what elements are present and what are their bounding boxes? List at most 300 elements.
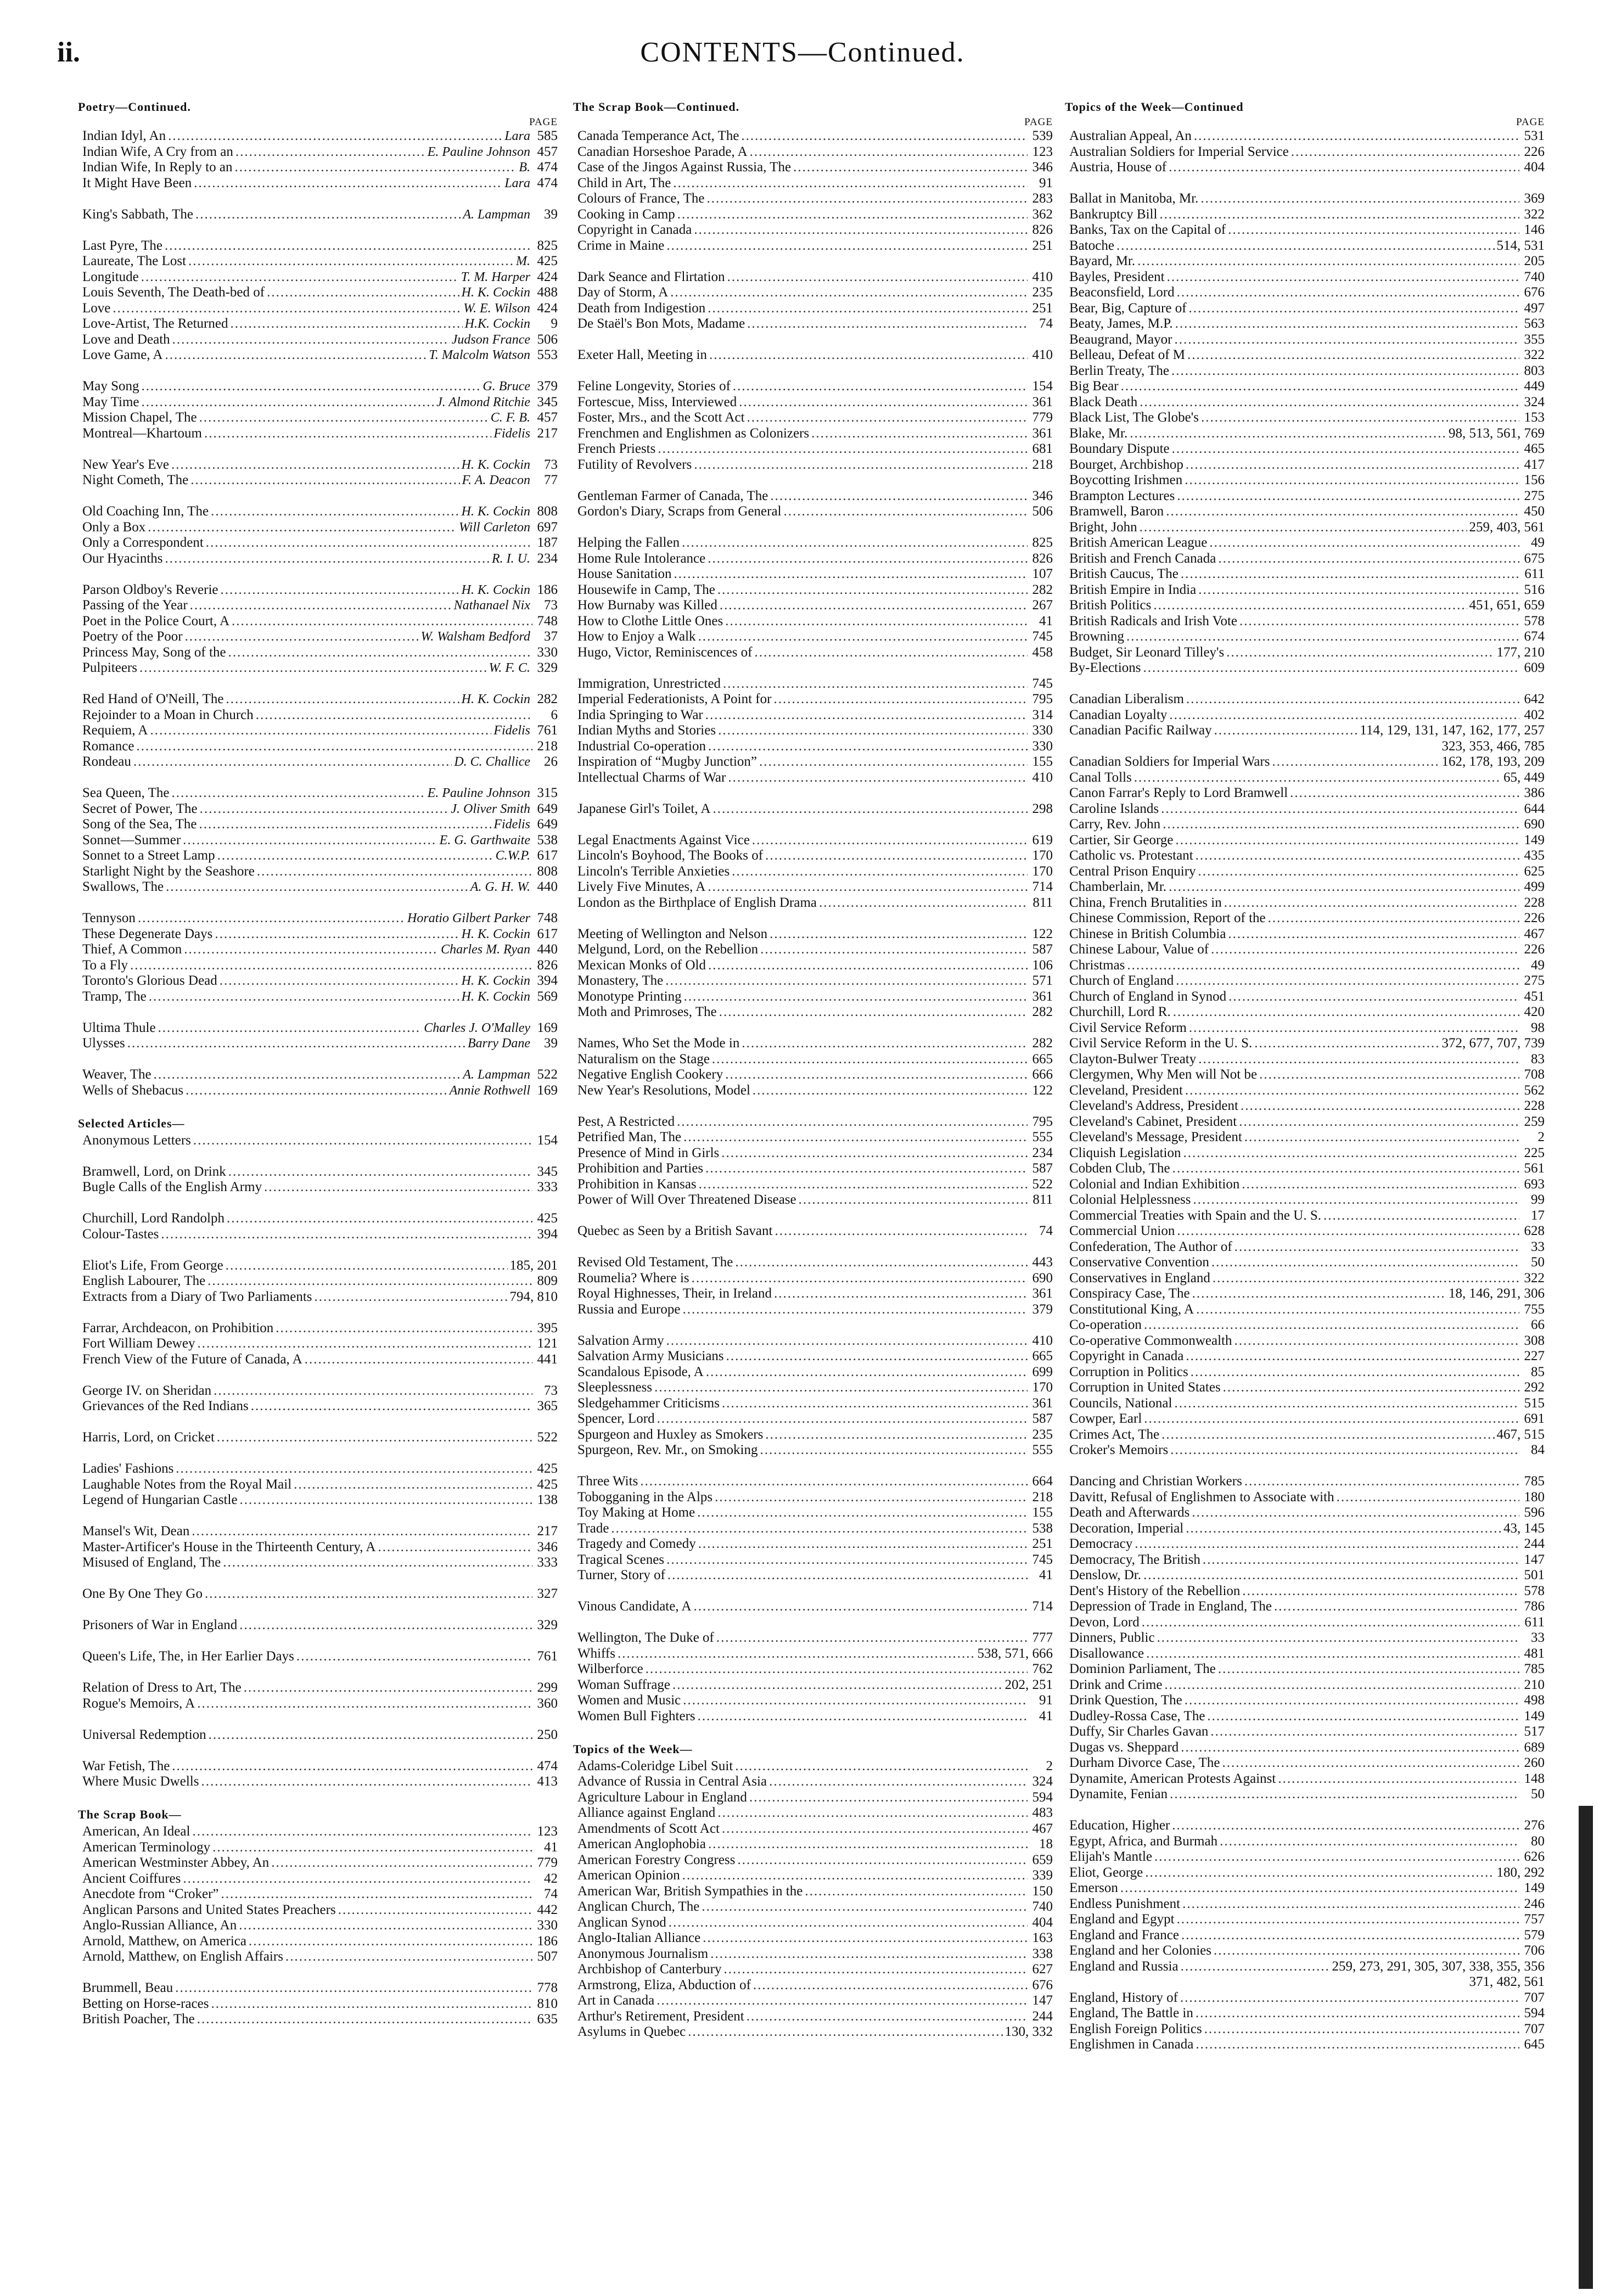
dot-leader	[715, 1490, 1028, 1506]
entry-page: 2	[1537, 1130, 1545, 1144]
dot-leader	[1239, 614, 1519, 630]
index-entry	[82, 1164, 558, 1180]
index-entry	[1069, 1615, 1545, 1631]
entry-page: 748	[537, 911, 558, 925]
entry-page: 578	[1524, 613, 1545, 628]
entry-author: Charles M. Ryan	[441, 942, 530, 957]
dot-leader	[1170, 1442, 1519, 1458]
entry-title: Adams-Coleridge Libel Suit	[577, 1758, 733, 1773]
index-entry	[577, 629, 1053, 645]
entry-page: 85	[1531, 1364, 1545, 1379]
dot-leader	[221, 582, 459, 598]
entry-page: 156	[1524, 473, 1545, 487]
entry-title: Case of the Jingos Against Russia, The	[577, 160, 792, 175]
index-entry	[1069, 1661, 1545, 1677]
dot-leader	[1272, 754, 1439, 770]
entry-title: Helping the Fallen	[577, 535, 680, 550]
dot-leader	[732, 864, 1028, 880]
index-entry	[577, 895, 1053, 911]
dot-leader	[176, 1461, 532, 1477]
entry-title: Bourget, Archbishop	[1069, 457, 1183, 472]
entry-title: Toy Making at Home	[577, 1505, 695, 1520]
entry-page: 217	[537, 425, 558, 441]
entry-page: 146	[1524, 222, 1545, 237]
dot-leader	[141, 270, 459, 285]
entry-title: Denslow, Dr.	[1069, 1568, 1142, 1582]
index-entry	[1069, 1630, 1545, 1646]
dot-leader	[1186, 692, 1519, 708]
index-entry	[577, 1630, 1053, 1646]
index-entry	[1069, 395, 1545, 411]
entry-page: 690	[1032, 1270, 1053, 1285]
entry-title: Decoration, Imperial	[1069, 1520, 1184, 1536]
entry-page: 522	[1032, 1176, 1053, 1192]
dot-leader	[739, 395, 1028, 411]
entry-page: 259, 273, 291, 305, 307, 338, 355, 356	[1332, 1958, 1545, 1974]
entry-page: 283	[1032, 191, 1053, 206]
dot-leader	[1211, 942, 1519, 958]
entry-page: 130, 332	[1004, 2024, 1053, 2039]
dot-leader	[1196, 2006, 1519, 2022]
index-entry	[577, 347, 1053, 363]
index-entry	[1069, 332, 1545, 348]
index-entry	[1069, 473, 1545, 489]
entry-title: Colonial Helplessness	[1069, 1192, 1191, 1207]
entry-title: Bright, John	[1069, 519, 1137, 535]
index-entry	[1069, 1943, 1545, 1959]
entry-page: 785	[1524, 1474, 1545, 1489]
entry-title: Futility of Revolvers	[577, 457, 692, 472]
index-entry	[1069, 1693, 1545, 1709]
entry-title: Hugo, Victor, Reminiscences of	[577, 644, 753, 660]
index-entry	[82, 254, 558, 270]
dot-leader	[256, 708, 532, 723]
entry-title: Conspiracy Case, The	[1069, 1286, 1190, 1301]
index-entry	[1069, 1161, 1545, 1177]
index-entry	[577, 316, 1053, 332]
entry-page: 561	[1524, 1161, 1545, 1176]
index-entry	[82, 379, 558, 395]
dot-leader	[705, 1161, 1028, 1177]
dot-leader	[1180, 1990, 1519, 2006]
entry-title: Dent's History of the Rebellion	[1069, 1583, 1241, 1598]
entry-title: These Degenerate Days	[82, 926, 213, 941]
entry-title: Longitude	[82, 269, 139, 284]
entry-title: Cleveland, President	[1069, 1082, 1183, 1098]
entry-author: R. I. U.	[492, 551, 530, 566]
entry-page: 443	[1032, 1255, 1053, 1270]
dot-leader	[185, 629, 419, 645]
index-entry	[1069, 363, 1545, 379]
entry-page: 587	[1032, 1161, 1053, 1176]
entry-page: 299	[537, 1680, 558, 1695]
entry-page: 538	[1032, 1520, 1053, 1536]
index-entry	[82, 1211, 558, 1227]
dot-leader	[1177, 489, 1519, 504]
entry-title: Cowper, Earl	[1069, 1411, 1142, 1426]
index-entry	[1069, 1552, 1545, 1568]
entry-title: Colours of France, The	[577, 191, 705, 206]
dot-leader	[719, 1004, 1028, 1020]
dot-leader	[228, 645, 532, 661]
entry-page: 346	[1032, 160, 1053, 175]
entry-page: 17	[1531, 1208, 1545, 1223]
entry-page: 467	[1032, 1821, 1053, 1836]
dot-leader	[232, 614, 532, 630]
entry-page: 345	[537, 1164, 558, 1179]
index-entry	[82, 723, 558, 739]
dot-leader	[682, 535, 1028, 551]
dot-leader	[1163, 817, 1519, 833]
dot-leader	[192, 1524, 532, 1540]
dot-leader	[697, 1505, 1028, 1521]
dot-leader	[735, 1759, 1028, 1775]
entry-title: Ballat in Manitoba, Mr.	[1069, 191, 1199, 206]
entry-title: House Sanitation	[577, 566, 672, 581]
index-entry	[82, 1774, 558, 1790]
entry-title: Last Pyre, The	[82, 238, 163, 253]
dot-leader	[1241, 1098, 1519, 1114]
entry-title: Roumelia? Where is	[577, 1270, 689, 1285]
entry-title: Clergymen, Why Men will Not be	[1069, 1067, 1258, 1082]
index-entry	[1069, 238, 1545, 254]
entry-title: Agriculture Labour in England	[577, 1789, 747, 1805]
index-entry	[1069, 1771, 1545, 1787]
index-entry	[1069, 1568, 1545, 1584]
entry-title: Prisoners of War in England	[82, 1618, 238, 1632]
entry-title: Democracy, The British	[1069, 1552, 1200, 1567]
entry-page: 609	[1524, 660, 1545, 675]
index-entry	[1069, 1098, 1545, 1114]
dot-leader	[737, 1852, 1028, 1868]
index-entry	[82, 535, 558, 551]
entry-title: Durham Divorce Case, The	[1069, 1755, 1220, 1770]
dot-leader	[1196, 1302, 1519, 1318]
dot-leader	[708, 958, 1028, 974]
entry-page: 386	[1524, 785, 1545, 800]
entry-title: New Year's Eve	[82, 457, 169, 472]
index-entry	[1069, 489, 1545, 504]
entry-title: Beaconsfield, Lord	[1069, 285, 1175, 300]
index-entry	[577, 566, 1053, 582]
entry-page: 282	[1032, 582, 1053, 597]
entry-title: Gordon's Diary, Scraps from General	[577, 504, 782, 519]
entry-page: 538	[537, 832, 558, 847]
page-header	[57, 36, 1548, 75]
dot-leader	[618, 1646, 975, 1662]
dot-leader	[721, 1146, 1028, 1161]
entry-author: G. Bruce	[482, 379, 530, 394]
entry-page: 251	[1032, 300, 1053, 316]
entry-title: Budget, Sir Leonard Tilley's	[1069, 644, 1225, 660]
index-entry	[577, 1067, 1053, 1083]
index-entry	[577, 1333, 1053, 1349]
dot-leader	[264, 1180, 532, 1195]
entry-title: Monastery, The	[577, 973, 664, 988]
dot-leader	[677, 1114, 1028, 1130]
dot-leader	[805, 1884, 1028, 1900]
entry-title: American, An Ideal	[82, 1824, 190, 1839]
entry-title: Old Coaching Inn, The	[82, 504, 209, 519]
index-entry	[1069, 2022, 1545, 2037]
entry-author: A. G. H. W.	[470, 880, 530, 894]
entry-title: Sonnet to a Street Lamp	[82, 848, 215, 863]
entry-title: Spencer, Lord	[577, 1411, 655, 1426]
entry-page: 33	[1531, 1239, 1545, 1254]
entry-author: F. A. Deacon	[462, 473, 530, 487]
entry-title: Dugas vs. Sheppard	[1069, 1739, 1179, 1755]
dot-leader	[747, 316, 1028, 332]
entry-page: 259	[1524, 1114, 1545, 1129]
entry-page: 755	[1524, 1301, 1545, 1317]
dot-leader	[698, 1536, 1028, 1552]
index-entry	[1069, 379, 1545, 395]
index-entry	[1069, 1130, 1545, 1146]
dot-leader	[760, 942, 1028, 958]
entry-page: 18, 146, 291, 306	[1449, 1286, 1545, 1301]
dot-leader	[765, 848, 1028, 864]
entry-page: 372, 677, 707, 739	[1441, 1036, 1545, 1051]
dot-leader	[1242, 1584, 1519, 1599]
entry-page: 538, 571, 666	[977, 1646, 1053, 1661]
section-heading: Poetry—Continued.	[78, 100, 191, 114]
entry-title: Blake, Mr.	[1069, 425, 1128, 441]
entry-title: Women Bull Fighters	[577, 1708, 695, 1724]
entry-title: Montreal—Khartoum	[82, 425, 203, 441]
dot-leader	[1194, 128, 1519, 144]
entry-title: Australian Soldiers for Imperial Service	[1069, 144, 1289, 159]
dot-leader	[197, 2012, 532, 2028]
dot-leader	[190, 598, 452, 614]
index-entry	[82, 927, 558, 942]
index-entry	[1069, 1505, 1545, 1521]
entry-title: Canadian Soldiers for Imperial Wars	[1069, 754, 1270, 769]
dot-leader	[172, 785, 425, 801]
index-entry	[1069, 1880, 1545, 1896]
entry-title: China, French Brutalities in	[1069, 895, 1222, 910]
index-entry	[577, 2009, 1053, 2025]
entry-title: Cobden Club, The	[1069, 1161, 1170, 1176]
entry-page: 361	[1032, 989, 1053, 1004]
entry-page: 761	[537, 723, 558, 738]
dot-leader	[1175, 316, 1519, 332]
dot-leader	[654, 1380, 1028, 1396]
entry-title: Canon Farrar's Reply to Lord Bramwell	[1069, 785, 1288, 800]
dot-leader	[1220, 1834, 1519, 1850]
index-entry	[1069, 848, 1545, 864]
entry-title: Passing of the Year	[82, 598, 188, 613]
index-entry	[82, 1540, 558, 1556]
entry-title: Requiem, A	[82, 723, 148, 738]
entry-page: 346	[537, 1539, 558, 1554]
entry-page: 531	[1524, 128, 1545, 143]
index-entry	[577, 1223, 1053, 1239]
entry-title: Rogue's Memoirs, A	[82, 1696, 195, 1711]
index-entry	[577, 1365, 1053, 1380]
entry-title: Laughable Notes from the Royal Mail	[82, 1477, 292, 1492]
entry-page: 707	[1524, 1990, 1545, 2005]
index-entry	[1069, 723, 1545, 739]
entry-page: 379	[537, 379, 558, 394]
entry-title: Boycotting Irishmen	[1069, 473, 1183, 487]
entry-title: Swallows, The	[82, 879, 164, 894]
entry-page: 664	[1032, 1474, 1053, 1489]
entry-title: Monotype Printing	[577, 989, 682, 1004]
index-entry	[1069, 1020, 1545, 1036]
dot-leader	[770, 927, 1028, 942]
dot-leader	[1135, 1536, 1519, 1552]
entry-page: 227	[1524, 1349, 1545, 1363]
dot-leader	[228, 1164, 532, 1180]
entry-title: Fort William Dewey	[82, 1336, 195, 1351]
entry-title: Banks, Tax on the Capital of	[1069, 222, 1226, 237]
entry-title: English Labourer, The	[82, 1273, 206, 1288]
entry-page: 587	[1032, 1411, 1053, 1426]
dot-leader	[733, 379, 1028, 395]
entry-page: 235	[1032, 1427, 1053, 1442]
index-entry	[82, 1020, 558, 1036]
index-entry	[577, 1161, 1053, 1177]
page-column-label: PAGE	[1024, 116, 1053, 128]
entry-page: 571	[1032, 973, 1053, 988]
index-entry	[577, 989, 1053, 1005]
dot-leader	[753, 1083, 1028, 1099]
entry-title: Big Bear	[1069, 379, 1119, 394]
entry-page: 645	[1524, 2037, 1545, 2052]
entry-title: American Terminology	[82, 1839, 211, 1855]
index-entry	[577, 504, 1053, 520]
index-entry	[82, 426, 558, 442]
entry-page: 424	[537, 269, 558, 284]
entry-page: 6	[551, 707, 558, 722]
entry-page: 362	[1032, 206, 1053, 222]
index-entry	[577, 1821, 1053, 1837]
entry-title: Civil Service Reform in the U. S.	[1069, 1036, 1253, 1051]
dot-leader	[1186, 457, 1519, 473]
entry-page: 123	[1032, 144, 1053, 159]
entry-page: 435	[1524, 848, 1545, 863]
entry-author: E. Pauline Johnson	[427, 786, 530, 800]
index-entry	[82, 1902, 558, 1918]
entry-title: Revised Old Testament, The	[577, 1255, 733, 1270]
dot-leader	[708, 739, 1028, 755]
entry-title: Tramp, The	[82, 989, 147, 1004]
index-entry	[577, 270, 1053, 285]
entry-title: Bugle Calls of the English Army	[82, 1180, 262, 1194]
dot-leader	[141, 379, 480, 395]
entry-page: 339	[1032, 1868, 1053, 1883]
entry-title: Laureate, The Lost	[82, 254, 187, 268]
index-entry	[82, 1352, 558, 1368]
dot-leader	[1181, 1928, 1519, 1944]
dot-leader	[1291, 144, 1519, 160]
entry-page: 84	[1531, 1442, 1545, 1457]
dot-leader	[204, 426, 491, 442]
index-entry	[1069, 629, 1545, 645]
dot-leader	[257, 864, 532, 880]
index-entry	[82, 660, 558, 676]
dot-leader	[1228, 222, 1519, 238]
entry-title: French Priests	[577, 441, 656, 456]
entry-title: England and her Colonies	[1069, 1943, 1211, 1958]
dot-leader	[682, 1302, 1028, 1318]
index-entry	[577, 489, 1053, 504]
index-entry	[1069, 864, 1545, 880]
index-entry	[577, 1380, 1053, 1396]
index-entry	[82, 1430, 558, 1446]
entry-author: H. K. Cockin	[461, 692, 530, 706]
entry-page: 169	[537, 1020, 558, 1035]
entry-author: M.	[516, 254, 530, 268]
dot-leader	[142, 395, 435, 411]
dot-leader	[166, 879, 468, 895]
entry-title: Wells of Shebacus	[82, 1082, 184, 1098]
index-entry	[1069, 1521, 1545, 1537]
index-entry	[577, 1915, 1053, 1931]
entry-title: Duffy, Sir Charles Gavan	[1069, 1724, 1209, 1739]
entry-author: Lara	[504, 176, 530, 190]
entry-title: Chinese Labour, Value of	[1069, 942, 1209, 957]
entry-author: H. K. Cockin	[461, 457, 530, 472]
dot-leader	[741, 128, 1028, 144]
entry-page: 413	[537, 1774, 558, 1789]
entry-author: E. Pauline Johnson	[427, 144, 530, 159]
entry-page: 282	[1032, 1036, 1053, 1051]
dot-leader	[1127, 958, 1519, 974]
entry-title: Death and Afterwards	[1069, 1505, 1190, 1520]
entry-page: 451, 651, 659	[1469, 598, 1545, 613]
index-entry	[82, 1399, 558, 1414]
index-entry	[1069, 1709, 1545, 1725]
page-column-label: PAGE	[1516, 116, 1545, 128]
entry-title: May Song	[82, 379, 139, 394]
dot-leader	[267, 285, 459, 301]
dot-leader	[183, 1871, 532, 1887]
index-entry	[577, 1993, 1053, 2009]
entry-title: Industrial Co-operation	[577, 738, 706, 754]
entry-page: 2	[1046, 1758, 1053, 1773]
entry-page: 282	[537, 692, 558, 706]
dot-leader	[784, 504, 1028, 520]
index-entry	[1069, 1599, 1545, 1615]
entry-page: 322	[1524, 1270, 1545, 1285]
index-entry	[82, 1227, 558, 1243]
entry-page: 50	[1531, 1255, 1545, 1270]
entry-title: Archbishop of Canterbury	[577, 1962, 722, 1977]
index-entry	[1069, 1584, 1545, 1599]
index-entry	[82, 1273, 558, 1289]
entry-author: Fidelis	[493, 723, 530, 738]
entry-title: Presence of Mind in Girls	[577, 1145, 720, 1160]
entry-page: 467	[1524, 926, 1545, 941]
entry-title: Black Death	[1069, 394, 1138, 409]
dot-leader	[150, 723, 491, 739]
index-entry	[82, 1555, 558, 1571]
index-entry	[82, 1036, 558, 1052]
entry-title: Trade	[577, 1520, 609, 1536]
dot-leader	[657, 1411, 1028, 1427]
dot-leader	[240, 1492, 532, 1508]
dot-leader	[1143, 660, 1519, 676]
entry-page: 481	[1524, 1646, 1545, 1661]
entry-page: 106	[1032, 957, 1053, 973]
dot-leader	[249, 1934, 532, 1950]
entry-page: 627	[1032, 1962, 1053, 1977]
entry-page: 619	[1032, 832, 1053, 847]
entry-title: Dudley-Rossa Case, The	[1069, 1708, 1205, 1724]
entry-title: Dynamite, Fenian	[1069, 1787, 1168, 1801]
dot-leader	[1174, 332, 1519, 348]
